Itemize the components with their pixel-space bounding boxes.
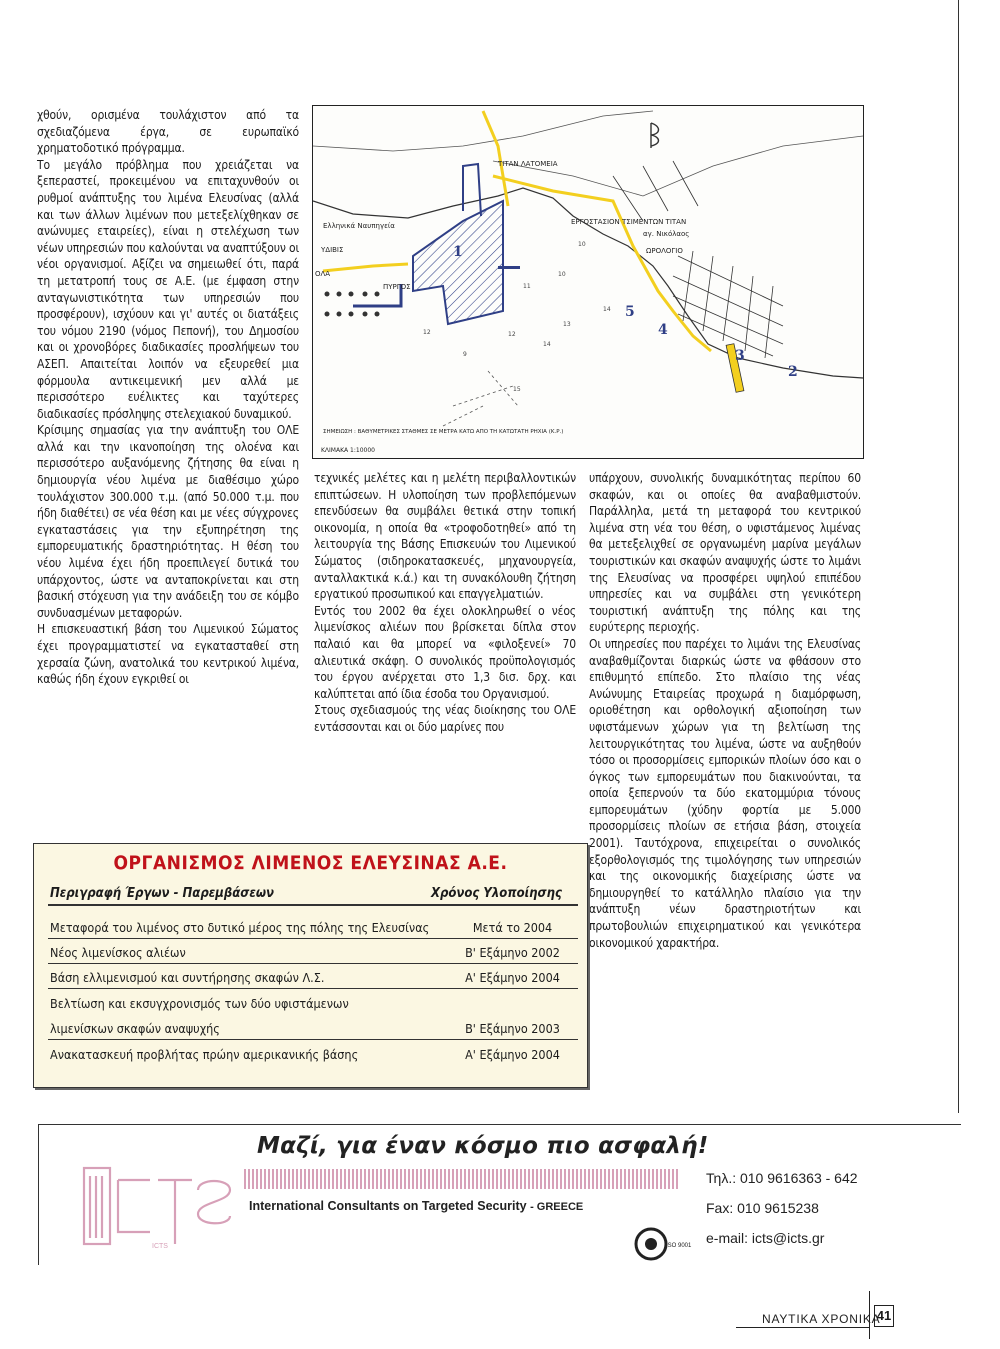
map-depth: 13 [563,321,571,328]
port-map-drawing [313,106,863,458]
map-label-pyrgos: ΠΥΡΓΟΣ [383,283,411,291]
paragraph: Η επισκευαστική βάση του Λιμενικού Σώματος έχει προγραμματιστεί να εγκατασταθεί στη χερσαία ζώνη, ανατολικά του κεντρικού λιμένα, καθώς ήδη έχουν εγκριθεί οι [37,622,299,687]
iso-certification-icon [632,1225,692,1267]
table-header-timeline: Χρόνος Υλοποίησης [431,886,562,901]
row-timeline: Α' Εξάμηνο 2004 [465,970,560,985]
map-number: 2 [788,364,798,380]
paragraph: Στους σχεδιασμούς της νέας διοίκησης του ΟΛΕ εντάσσονται και οι δύο μαρίνες που [314,703,576,734]
map-label-clock: ΩΡΟΛΟΓΙΟ [646,247,683,255]
row-description: Νέος λιμενίσκος αλιέων [50,945,186,960]
paragraph: Το μεγάλο πρόβλημα που χρειάζεται να ξεπεραστεί, προκειμένου να επιταχυνθούν οι ρυθμοί ανάπτυξης του λιμένα Ελευσίνας (αλλά και των άλλων λιμένων που μετεξελίχθηκαν σε ανώνυμες εταιρείες), είναι η στελέχωση των νέων υπηρεσιών που καλούνται να αναπτύξουν οι νέοι οργανισμοί. Αξίζει να σημειωθεί ότι, παρά τη μετατροπή τους σε Α.Ε. (με έμφαση στην ανταγωνιστικότητα των υπηρεσιών που προσφέρουν), ισχύουν και γι' αυτές οι διατάξεις του νόμου 2190 (νόμος Πεπονή), του Δημοσίου και οι χρονοβόρες διαδικασίες προσλήψεων του ΑΣΕΠ. Απαιτείται λοιπόν να εξευρεθεί μια φόρμουλα αντικειμενική μεν αλλά με περισσότερο ευέλικτες και ταχύτερες διαδικασίες πρόσληψης στελεχιακού δυναμικού. [37,157,299,421]
logo-text: ICTS [152,1243,168,1250]
map-label-quarry: ΤΙΤΑΝ ΛΑΤΟΜΕΙΑ [498,160,558,168]
map-depth: 11 [523,283,531,290]
row-description: Ανακατασκευή προβλήτας πρώην αμερικανικής βάσης [50,1047,359,1062]
row-timeline: Β' Εξάμηνο 2002 [465,945,560,960]
divider [48,904,578,906]
ad-company [249,1199,583,1213]
table-header-description: Περιγραφή Έργων - Παρεμβάσεων [50,886,274,901]
projects-table-box [33,843,588,1088]
map-label-factory: ΕΡΓΟΣΤΑΣΙΟΝ ΤΣΙΜΕΝΤΩΝ ΤΙΤΑΝ [571,218,687,226]
ad-email[interactable]: e-mail: icts@icts.gr [706,1230,825,1246]
map-depth: 12 [423,329,431,336]
divider [48,988,578,989]
map-label-shipyard: Ελληνικά Ναυπηγεία [323,222,395,230]
port-map [312,105,864,459]
row-description: λιμενίσκων σκαφών αναψυχής [50,1021,220,1036]
magazine-name: ΝΑΥΤΙΚΑ ΧΡΟΝΙΚΑ [762,1312,881,1326]
map-label-church: αγ. Νικόλαος [643,230,690,238]
article-column-1 [37,107,299,688]
divider [48,1039,578,1040]
page-number: 41 [874,1305,894,1327]
map-label-ola: ΟΛΑ [315,270,331,278]
row-description: Μεταφορά του λιμένος στο δυτικό μέρος της πόλης της Ελευσίνας [50,920,430,935]
ad-stripe-decoration [244,1163,680,1191]
footer-divider [736,1327,870,1328]
paragraph: Οι υπηρεσίες που παρέχει το λιμάνι της Ελευσίνας αναβαθμίζονται διαρκώς ώστε να φθάσουν στο επιθυμητό επίπεδο. Στο πλαίσιο της νέας Ανώνυμης Εταιρείας προχωρά η διαμόρφωση, οριοθέτηση και ορθολογική αξιοποίηση των υφιστάμενων χώρων για τη βελτίωση της λειτουργικότητας του λιμένα, ώστε να αυξηθούν τόσο οι προσορμίσεις εμπορικών πλοίων όσο και ο όγκος των εμπορευμάτων που διακινούνται, τα οποία ξεπερνούν τα δύο εκατομμύρια τόνους εμπορευμάτων (χύδην φορτία με 5.000 προσορμίσεις πλοίων σε ετήσια βάση, στοιχεία 2001). Ταυτόχρονα, επιχειρείται ο συνολικός εξορθολογισμός της τιμολόγησης των υπηρεσιών και της οικονομικής διαχείρισης ώστε να δημιουργηθεί το κατάλληλο πλαίσιο για την ανάπτυξη νέων δραστηριοτήτων και πρωτοβουλιών επιχειρηματικού και γενικότερα οικονομικού χαρακτήρα. [589,636,861,950]
ad-slogan: Μαζί, για έναν κόσμο πιο ασφαλή! [257,1133,709,1159]
row-timeline: Α' Εξάμηνο 2004 [465,1047,560,1062]
map-number: 3 [735,348,745,364]
article-column-2 [314,470,576,736]
map-depth: 12 [508,331,516,338]
map-label-udivis: ΥΔΙΒΙΣ [321,246,344,254]
row-description: Βάση ελλιμενισμού και συντήρησης σκαφών Λ.Σ. [50,970,325,985]
paragraph: Κρίσιμης σημασίας για την ανάπτυξη του ΟΛΕ αλλά και την ικανοποίηση της ολοένα και περισσότερο αυξανόμενης ζήτησης θα είναι η δημιουργία νέου λιμένα με διαθέσιμο χώρο τουλάχιστον 300.000 τ.μ. (από 50.000 τ.μ. που ήδη διαθέτει) σε νέα θέση και με νέες σύγχρονες εγκαταστάσεις για την εξυπηρέτηση της εμπορευματικής δραστηριότητας. Η θέση του νέου λιμένα έχει ήδη προεπιλεγεί δυτικά του υπάρχοντος, ώστε να ανταποκρίνεται και στη βασική στόχευση για την ανάδειξη του σε κόμβο συνδυασμένων μεταφορών. [37,423,299,620]
map-depth: 9 [463,351,467,358]
company-country: - GREECE [530,1201,584,1213]
map-depth: 10 [558,271,566,278]
map-scale: ΚΛΙΜΑΚΑ 1:10000 [321,447,375,454]
row-description: Βελτίωση και εκσυγχρονισμός των δύο υφιστάμενων [50,996,349,1011]
row-timeline: Β' Εξάμηνο 2003 [465,1021,560,1036]
map-depth: 15 [513,386,521,393]
ad-phone: Τηλ.: 010 9616363 - 642 [706,1170,858,1186]
map-number: 1 [453,244,463,260]
north-arrow-icon [651,123,659,148]
table-title: ΟΡΓΑΝΙΣΜΟΣ ΛΙΜΕΝΟΣ ΕΛΕΥΣΙΝΑΣ Α.Ε. [113,852,508,874]
divider [48,963,578,964]
map-depth: 14 [543,341,551,348]
ad-fax: Fax: 010 9615238 [706,1200,819,1216]
map-note: ΣΗΜΕΙΩΣΗ : ΒΑΘΥΜΕΤΡΙΚΕΣ ΣΤΑΘΜΕΣ ΣΕ ΜΕΤΡΑ ΚΑΤΩ ΑΠΟ ΤΗ ΚΑΤΩΤΑΤΗ ΡΗΧΙΑ (Κ.Ρ.) [323,429,564,435]
page-rule [958,0,959,1113]
icts-logo [80,1160,240,1250]
map-number: 4 [658,322,668,338]
divider [48,938,578,939]
paragraph: υπάρχουν, συνολικής δυναμικότητας περίπου 60 σκαφών, και οι οποίες θα αναβαθμιστούν. Παράλληλα, μετά τη μεταφορά του κεντρικού λιμένα στη νέα του θέση, ο υφιστάμενος λιμένας θα μετεξελιχθεί σε οργανωμένη μαρίνα μεγάλων τουριστικών και σκαφών αναψυχής ώστε το λιμάνι της Ελευσίνας να προσφέρει υψηλού επιπέδου υπηρεσίες και να συμβάλει στη γενικότερη τουριστική ανάπτυξη της πόλης και της ευρύτερης περιοχής. [589,471,861,635]
row-timeline: Μετά το 2004 [472,920,553,935]
map-number: 5 [625,304,635,320]
map-depth: 10 [578,241,586,248]
article-column-3 [589,470,861,951]
map-depth: 14 [603,306,611,313]
paragraph: Εντός του 2002 θα έχει ολοκληρωθεί ο νέος λιμενίσκος αλιέων που βρίσκεται δίπλα στον παλαιό και θα μπορεί να «φιλοξενεί» 70 αλιευτικά σκάφη. Ο συνολικός προϋπολογισμός του έργου ανέρχεται στο 1,3 δισ. δρχ. και καλύπτεται από ίδια έσοδα του Οργανισμού. [314,603,576,701]
paragraph: τεχνικές μελέτες και η μελέτη περιβαλλοντικών επιπτώσεων. Η υλοποίηση των προβλεπόμενων επενδύσεων θα συμβάλει θετικά στην τοπική οικονομία, η οποία θα «τροφοδοτηθεί» από τη λειτουργία της Βάσης Επισκευών του Λιμενικού Σώματος (σιδηροκατασκευές, μηχανουργεία, ανταλλακτικά κ.ά.) και τη συνακόλουθη ζήτηση εργατικού προσωπικού και επαγγελματιών. [314,471,576,602]
cert-text: ISO 9001 [666,1243,692,1249]
paragraph: χθούν, ορισμένα τουλάχιστον από τα σχεδιαζόμενα έργα, σε ευρωπαϊκό χρηματοδοτικό πρόγραμμα. [37,108,299,156]
company-name: International Consultants on Targeted Security [249,1199,527,1213]
